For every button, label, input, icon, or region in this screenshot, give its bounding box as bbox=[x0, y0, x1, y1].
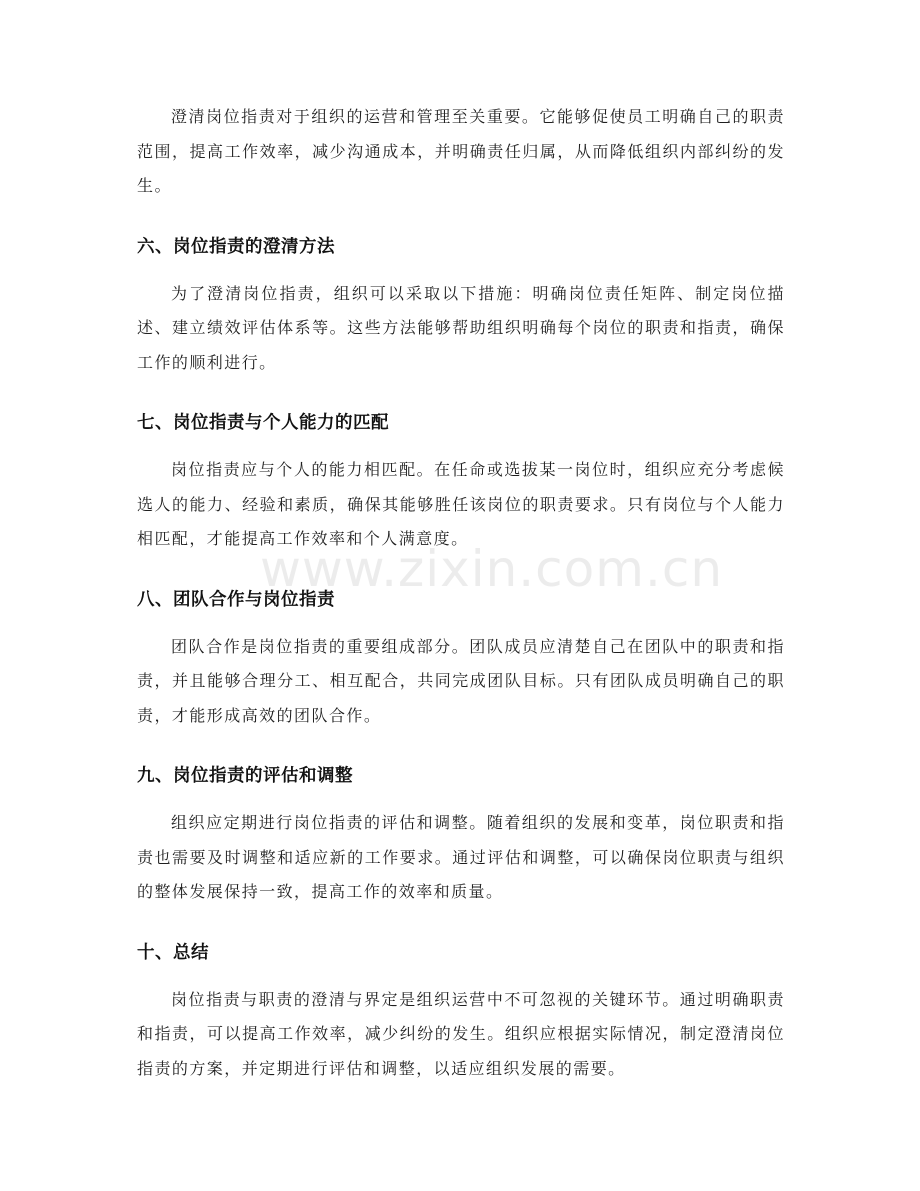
document-body bbox=[137, 100, 785, 1086]
section-paragraph: 为了澄清岗位指责，组织可以采取以下措施：明确岗位责任矩阵、制定岗位描述、建立绩效评估体系等。这些方法能够帮助组织明确每个岗位的职责和指责，确保工作的顺利进行。 bbox=[137, 283, 785, 372]
section-paragraph: 组织应定期进行岗位指责的评估和调整。随着组织的发展和变革，岗位职责和指责也需要及时调整和适应新的工作要求。通过评估和调整，可以确保岗位职责与组织的整体发展保持一致，提高工作的效率和质量。 bbox=[137, 813, 785, 901]
watermark-text: www.zixin.com.cn bbox=[260, 540, 724, 598]
intro-paragraph: 澄清岗位指责对于组织的运营和管理至关重要。它能够促使员工明确自己的职责范围，提高工作效率，减少沟通成本，并明确责任归属，从而降低组织内部纠纷的发生。 bbox=[137, 107, 785, 195]
section-paragraph: 团队合作是岗位指责的重要组成部分。团队成员应清楚自己在团队中的职责和指责，并且能够合理分工、相互配合，共同完成团队目标。只有团队成员明确自己的职责，才能形成高效的团队合作。 bbox=[137, 636, 785, 725]
section-paragraph: 岗位指责与职责的澄清与界定是组织运营中不可忽视的关键环节。通过明确职责和指责，可以提高工作效率，减少纠纷的发生。组织应根据实际情况，制定澄清岗位指责的方案，并定期进行评估和调整，以适应组织发展的需要。 bbox=[137, 989, 785, 1078]
section-paragraph: 岗位指责应与个人的能力相匹配。在任命或选拔某一岗位时，组织应充分考虑候选人的能力、经验和素质，确保其能够胜任该岗位的职责要求。只有岗位与个人能力相匹配，才能提高工作效率和个人满意度。 bbox=[137, 460, 785, 548]
section-heading: 八、团队合作与岗位指责 bbox=[137, 589, 335, 610]
section-heading: 六、岗位指责的澄清方法 bbox=[137, 236, 335, 257]
section-heading: 七、岗位指责与个人能力的匹配 bbox=[137, 413, 389, 433]
section-heading: 十、总结 bbox=[137, 942, 209, 963]
section-heading: 九、岗位指责的评估和调整 bbox=[137, 766, 353, 786]
